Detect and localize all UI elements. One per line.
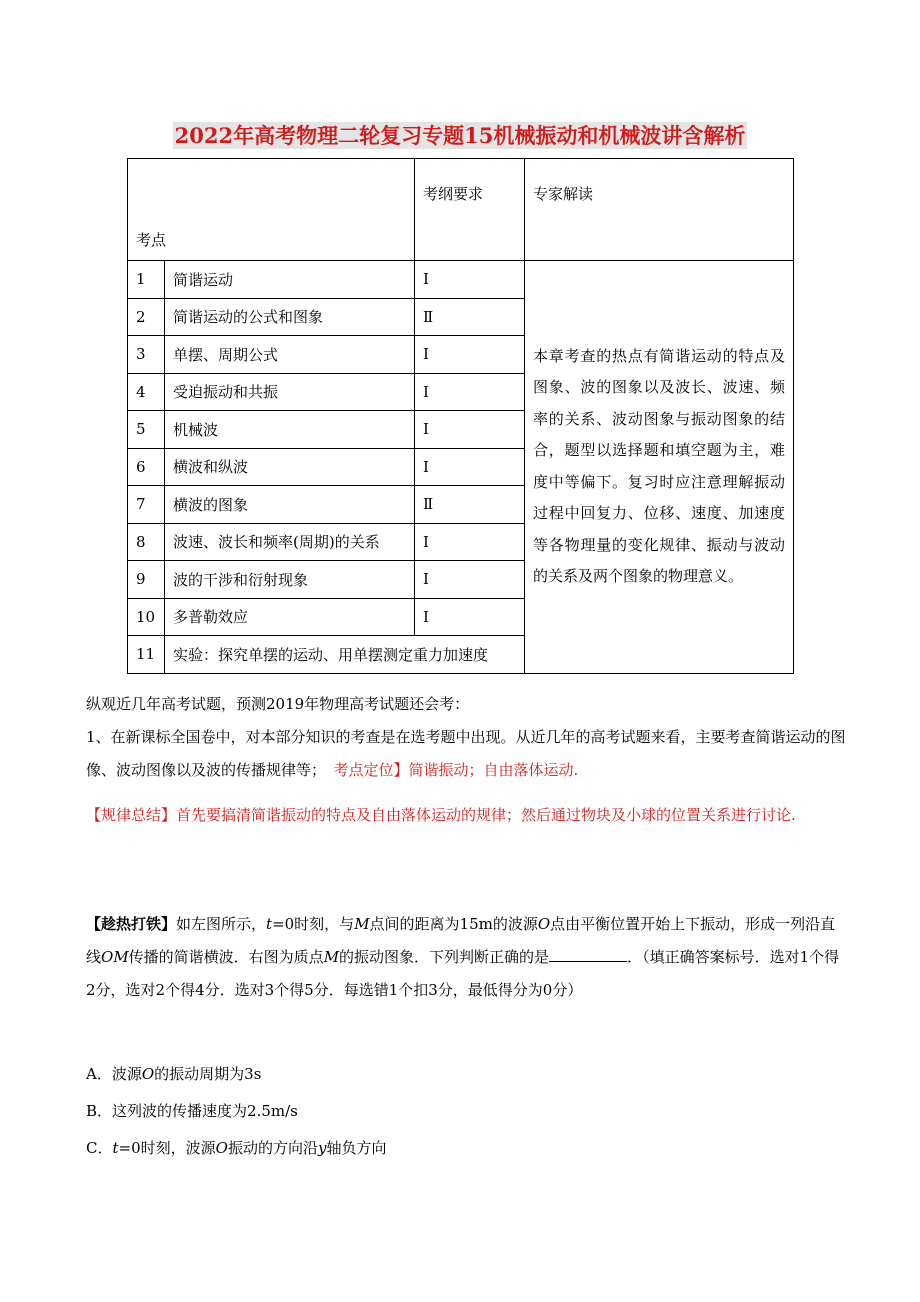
row-topic: 波的干涉和衍射现象 xyxy=(165,561,415,599)
row-number: 5 xyxy=(128,411,165,449)
table-row xyxy=(128,261,794,299)
row-grade: Ⅰ xyxy=(415,523,525,561)
point1-text: 1、在新课标全国卷中，对本部分知识的考查是在选考题中出现。从近几年的高考试题来看，主要考查简谐运动的图像、波动图像以及波的传播规律等； xyxy=(86,728,846,779)
row-number: 1 xyxy=(128,261,165,299)
var-M2: M xyxy=(323,948,340,966)
row-grade: Ⅰ xyxy=(415,598,525,636)
row-grade: Ⅰ xyxy=(415,336,525,374)
row-grade: Ⅰ xyxy=(415,448,525,486)
row-number: 3 xyxy=(128,336,165,374)
page-title xyxy=(0,120,920,150)
answer-blank xyxy=(549,947,627,962)
row-number: 8 xyxy=(128,523,165,561)
option-c-mid2: 振动的方向沿 xyxy=(227,1139,318,1157)
row-grade: Ⅰ xyxy=(415,411,525,449)
option-a-prefix: A．波源 xyxy=(86,1065,142,1083)
option-a xyxy=(86,1063,261,1084)
header-kaodian: 考点 xyxy=(128,159,415,261)
option-c xyxy=(86,1137,386,1158)
question-tag: 【趁热打铁】 xyxy=(86,915,177,933)
row-grade: Ⅱ xyxy=(415,486,525,524)
var-t: t xyxy=(266,915,273,933)
option-a-rest: 的振动周期为3s xyxy=(154,1065,262,1083)
row-grade: Ⅱ xyxy=(415,298,525,336)
question-part2: =0时刻，与 xyxy=(272,915,355,933)
row-number: 10 xyxy=(128,598,165,636)
row-grade: Ⅰ xyxy=(415,561,525,599)
header-jiedu: 专家解读 xyxy=(525,159,794,261)
question-paragraph xyxy=(86,908,848,1007)
intro-paragraph: 纵观近几年高考试题，预测2019年物理高考试题还会考： xyxy=(86,695,470,713)
summary-paragraph: 【规律总结】首先要搞清简谐振动的特点及自由落体运动的规律；然后通过物块及小球的位置关系进行讨论. xyxy=(86,806,796,824)
row-topic: 单摆、周期公式 xyxy=(165,336,415,374)
var-OM: OM xyxy=(101,948,129,966)
question-part5: 传播的简谐横波．右图为质点 xyxy=(128,948,324,966)
row-number: 7 xyxy=(128,486,165,524)
question-part3: 点间的距离为15m的波源 xyxy=(369,915,538,933)
row-number: 2 xyxy=(128,298,165,336)
option-c-var-O: O xyxy=(215,1139,228,1157)
question-part6: 的振动图象．下列判断正确的是 xyxy=(339,948,550,966)
row-topic: 多普勒效应 xyxy=(165,598,415,636)
exam-points-table xyxy=(127,158,794,674)
var-M: M xyxy=(354,915,370,933)
row-topic: 机械波 xyxy=(165,411,415,449)
page-title-text: 2022年高考物理二轮复习专题15机械振动和机械波讲含解析 xyxy=(174,123,746,148)
option-c-var-y: y xyxy=(317,1139,327,1157)
row-topic: 波速、波长和频率(周期)的关系 xyxy=(165,523,415,561)
question-part4: 点由平衡位置开始上下振动，形成一列沿直线 xyxy=(86,915,836,966)
row-number: 11 xyxy=(128,636,165,674)
header-yaoqiu: 考纲要求 xyxy=(415,159,525,261)
option-c-prefix: C． xyxy=(86,1139,113,1157)
option-a-var-O: O xyxy=(141,1065,155,1083)
row-number: 6 xyxy=(128,448,165,486)
expert-reading: 本章考查的热点有简谐运动的特点及图象、波的图象以及波长、波速、频率的关系、波动图象与振动图象的结合，题型以选择题和填空题为主，难度中等偏下。复习时应注意理解振动过程中回复力、位移、速度、加速度等各物理量的变化规律、振动与波动的关系及两个图象的物理意义。 xyxy=(525,261,794,674)
question-part7: ．（填正确答案标号．选对1个得2分，选对2个得4分．选对3个得5分．每选错1个扣3分，最低得分为0分） xyxy=(86,948,840,999)
question-part1: 如左图所示， xyxy=(176,915,267,933)
table-header-row xyxy=(128,159,794,261)
point1-red-text: 考点定位】简谐振动；自由落体运动. xyxy=(333,761,579,779)
row-topic: 简谐运动 xyxy=(165,261,415,299)
row-topic: 横波的图象 xyxy=(165,486,415,524)
row-number: 9 xyxy=(128,561,165,599)
option-c-var-t: t xyxy=(112,1139,119,1157)
option-b: B．这列波的传播速度为2.5m/s xyxy=(86,1102,298,1120)
row-topic: 简谐运动的公式和图象 xyxy=(165,298,415,336)
var-O: O xyxy=(537,915,551,933)
row-topic: 实验：探究单摆的运动、用单摆测定重力加速度 xyxy=(165,636,525,674)
row-topic: 横波和纵波 xyxy=(165,448,415,486)
row-grade: Ⅰ xyxy=(415,373,525,411)
row-number: 4 xyxy=(128,373,165,411)
row-grade: Ⅰ xyxy=(415,261,525,299)
point1-paragraph xyxy=(86,721,848,787)
row-topic: 受迫振动和共振 xyxy=(165,373,415,411)
option-c-mid: =0时刻，波源 xyxy=(118,1139,216,1157)
option-c-rest: 轴负方向 xyxy=(326,1139,387,1157)
